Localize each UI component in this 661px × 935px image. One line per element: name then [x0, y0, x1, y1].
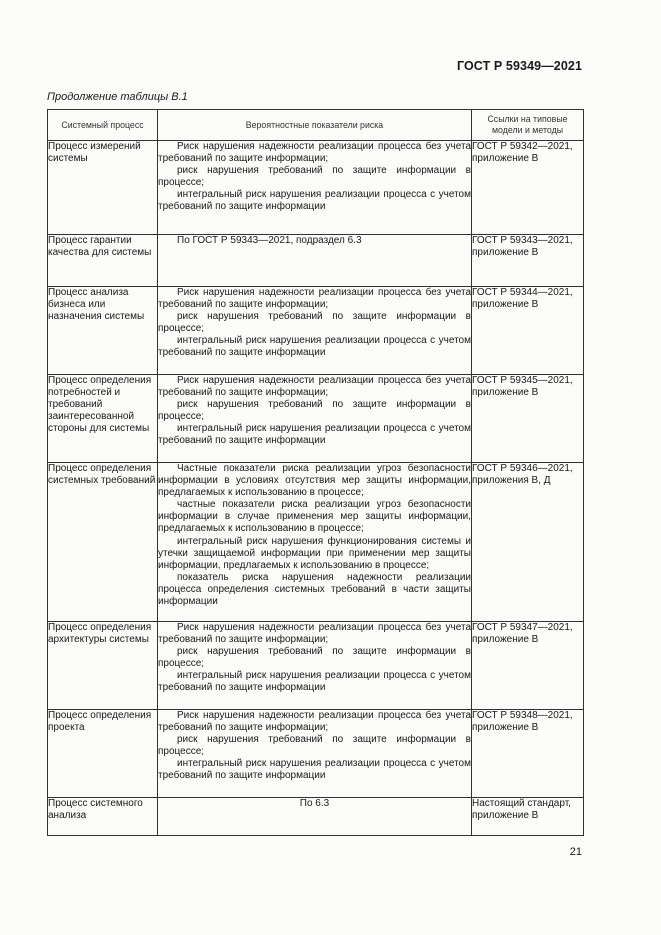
risk-paragraph: Риск нарушения надежности реализации процесса без учета требований по защите информации; [158, 622, 471, 646]
risk-cell [158, 710, 472, 798]
risk-cell [158, 798, 472, 836]
risk-indicators-table [47, 109, 584, 836]
risk-cell [158, 287, 472, 375]
header-references: Ссылки на типовые модели и методы [472, 110, 584, 141]
page-number: 21 [569, 846, 582, 858]
table-row [48, 622, 584, 710]
risk-cell [158, 375, 472, 463]
process-cell: Процесс системного анализа [48, 798, 158, 836]
risk-paragraph: риск нарушения требований по защите информации в процессе; [158, 734, 471, 758]
risk-paragraph: Частные показатели риска реализации угроз безопасности информации в условиях отсутствия мер защиты информации, предлагаемых к использованию в процессе; [158, 463, 471, 499]
process-cell: Процесс определения системных требований [48, 463, 158, 622]
risk-cell [158, 622, 472, 710]
risk-paragraph: интегральный риск нарушения реализации процесса с учетом требований по защите информации [158, 758, 471, 782]
risk-paragraph: Риск нарушения надежности реализации процесса без учета требований по защите информации; [158, 375, 471, 399]
table-row [48, 235, 584, 287]
reference-cell: ГОСТ Р 59346—2021, приложения В, Д [472, 463, 584, 622]
header-risk-indicators: Вероятностные показатели риска [158, 110, 472, 141]
table-row [48, 798, 584, 836]
table-row [48, 141, 584, 235]
process-cell: Процесс определения потребностей и требований заинтересованной стороны для системы [48, 375, 158, 463]
risk-paragraph: интегральный риск нарушения реализации процесса с учетом требований по защите информации [158, 670, 471, 694]
risk-paragraph: интегральный риск нарушения реализации процесса с учетом требований по защите информации [158, 335, 471, 359]
process-cell: Процесс гарантии качества для системы [48, 235, 158, 287]
table-row [48, 710, 584, 798]
reference-cell: Настоящий стандарт, приложение В [472, 798, 584, 836]
reference-cell: ГОСТ Р 59347—2021, приложение В [472, 622, 584, 710]
header-system-process: Системный процесс [48, 110, 158, 141]
risk-paragraph: риск нарушения требований по защите информации в процессе; [158, 165, 471, 189]
table-header-row [48, 110, 584, 141]
risk-paragraph: Риск нарушения надежности реализации процесса без учета требований по защите информации; [158, 287, 471, 311]
reference-cell: ГОСТ Р 59345—2021, приложение В [472, 375, 584, 463]
risk-cell [158, 463, 472, 622]
process-cell: Процесс определения архитектуры системы [48, 622, 158, 710]
risk-paragraph: интегральный риск нарушения реализации процесса с учетом требований по защите информации [158, 189, 471, 213]
reference-cell: ГОСТ Р 59343—2021, приложение В [472, 235, 584, 287]
risk-paragraph: показатель риска нарушения надежности реализации процесса определения системных требований в части защиты информации [158, 571, 471, 608]
standard-designation: ГОСТ Р 59349—2021 [456, 59, 582, 73]
risk-paragraph: По ГОСТ Р 59343—2021, подраздел 6.3 [177, 235, 362, 246]
risk-cell [158, 141, 472, 235]
risk-paragraph: По 6.3 [299, 798, 330, 809]
risk-paragraph: Риск нарушения надежности реализации процесса без учета требований по защите информации; [158, 710, 471, 734]
risk-cell [158, 235, 472, 287]
risk-paragraph: частные показатели риска реализации угроз безопасности информации в случае применения мер защиты информации, предлагаемых к использованию в процессе; [158, 499, 471, 535]
table-row [48, 287, 584, 375]
reference-cell: ГОСТ Р 59348—2021, приложение В [472, 710, 584, 798]
reference-cell: ГОСТ Р 59344—2021, приложение В [472, 287, 584, 375]
risk-paragraph: интегральный риск нарушения реализации процесса с учетом требований по защите информации [158, 423, 471, 447]
risk-paragraph: интегральный риск нарушения функционирования системы и утечки защищаемой информации при применении мер защиты информации, предлагаемых к использованию в процессе; [158, 535, 471, 571]
process-cell: Процесс определения проекта [48, 710, 158, 798]
table-row [48, 375, 584, 463]
table-continuation-caption: Продолжение таблицы В.1 [47, 91, 188, 103]
reference-cell: ГОСТ Р 59342—2021, приложение В [472, 141, 584, 235]
process-cell: Процесс измерений системы [48, 141, 158, 235]
risk-paragraph: риск нарушения требований по защите информации в процессе; [158, 311, 471, 335]
process-cell: Процесс анализа бизнеса или назначения системы [48, 287, 158, 375]
risk-paragraph: Риск нарушения надежности реализации процесса без учета требований по защите информации; [158, 141, 471, 165]
risk-paragraph: риск нарушения требований по защите информации в процессе; [158, 399, 471, 423]
risk-paragraph: риск нарушения требований по защите информации в процессе; [158, 646, 471, 670]
table-row [48, 463, 584, 622]
